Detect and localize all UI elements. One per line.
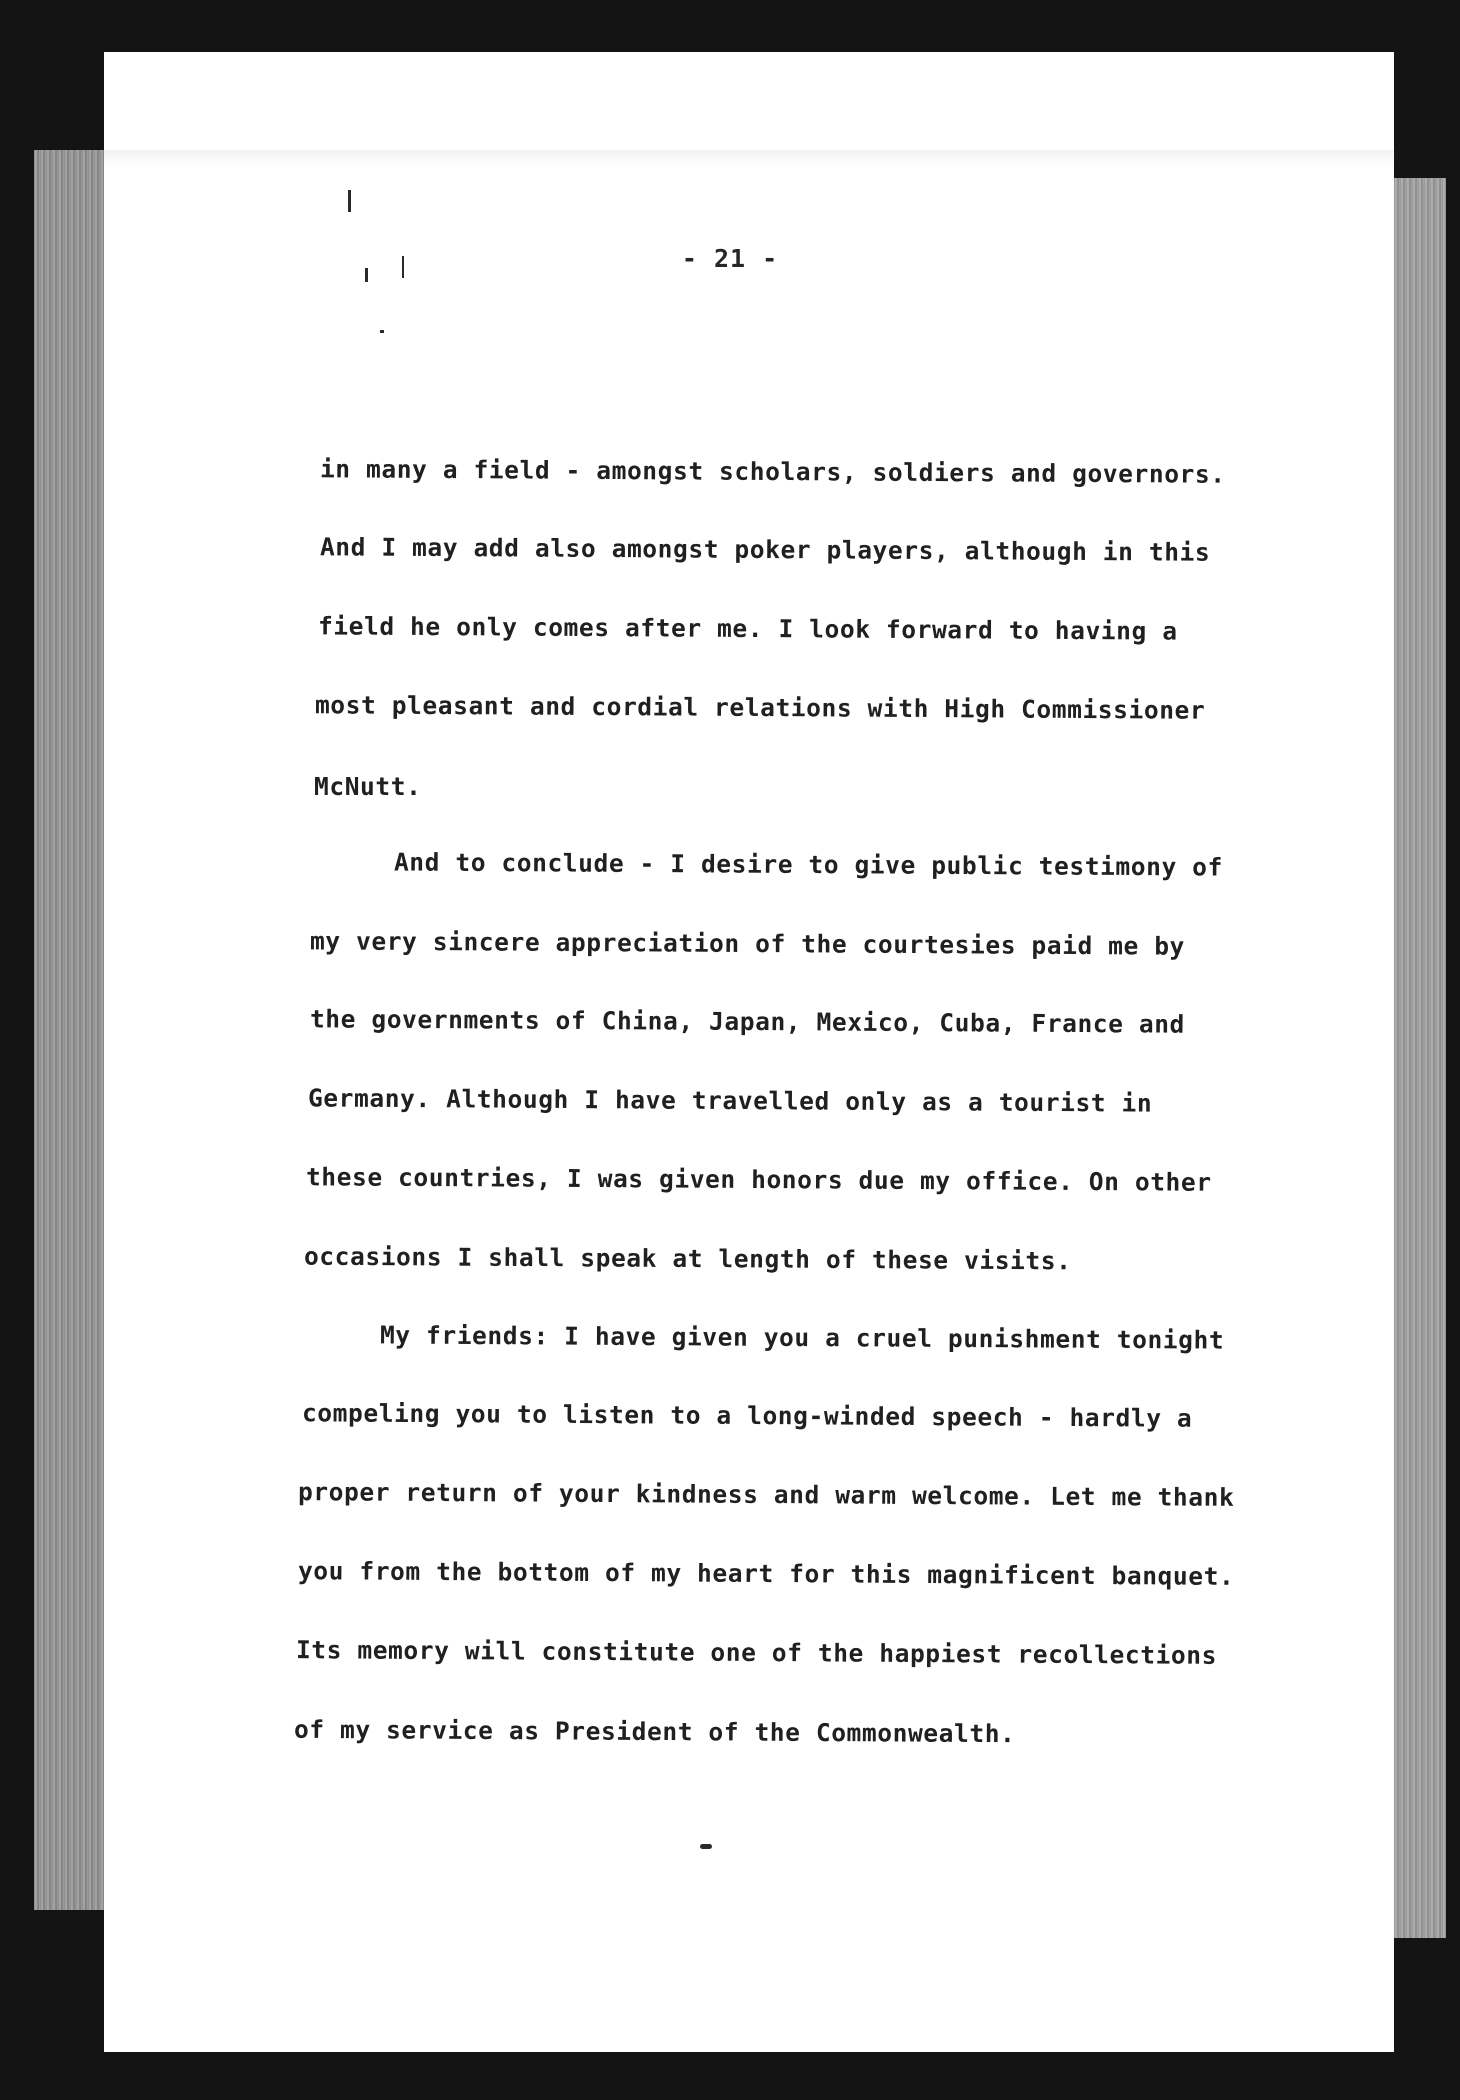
text-line: my very sincere appreciation of the courtesies paid me by [309,926,1186,961]
text-line: occasions I shall speak at length of these visits. [303,1241,1072,1276]
text-line: Germany. Although I have travelled only as a tourist in [307,1083,1153,1118]
page-number: - 21 - [681,244,779,273]
text-line: in many a field - amongst scholars, soldiers and governors. [319,454,1226,489]
text-line: proper return of your kindness and warm welcome. Let me thank [297,1477,1235,1512]
ink-mark [348,190,351,212]
text-line: McNutt. [314,772,422,801]
ink-mark [700,1844,712,1849]
text-line: you from the bottom of my heart for this magnificent banquet. [297,1556,1235,1591]
ink-mark [380,330,384,333]
text-line: field he only comes after me. I look forward to having a [317,611,1178,646]
text-line: And to conclude - I desire to give public testimony of [393,847,1224,882]
text-line: compeling you to listen to a long-winded speech - hardly a [301,1398,1193,1433]
text-line: And I may add also amongst poker players, although in this [319,532,1211,567]
text-line: the governments of China, Japan, Mexico, Cuba, France and [309,1004,1186,1039]
text-line: Its memory will constitute one of the happiest recollections [295,1635,1218,1670]
text-line: these countries, I was given honors due my office. On other [305,1162,1212,1197]
text-line: most pleasant and cordial relations with High Commissioner [314,690,1206,725]
text-line: My friends: I have given you a cruel punishment tonight [379,1320,1225,1355]
text-line: of my service as President of the Commonwealth. [293,1714,1016,1749]
page-fold-shadow [104,150,1394,168]
page-sheet [104,52,1394,2052]
scan-edge-right [1394,178,1446,1938]
scan-edge-left [34,150,104,1910]
